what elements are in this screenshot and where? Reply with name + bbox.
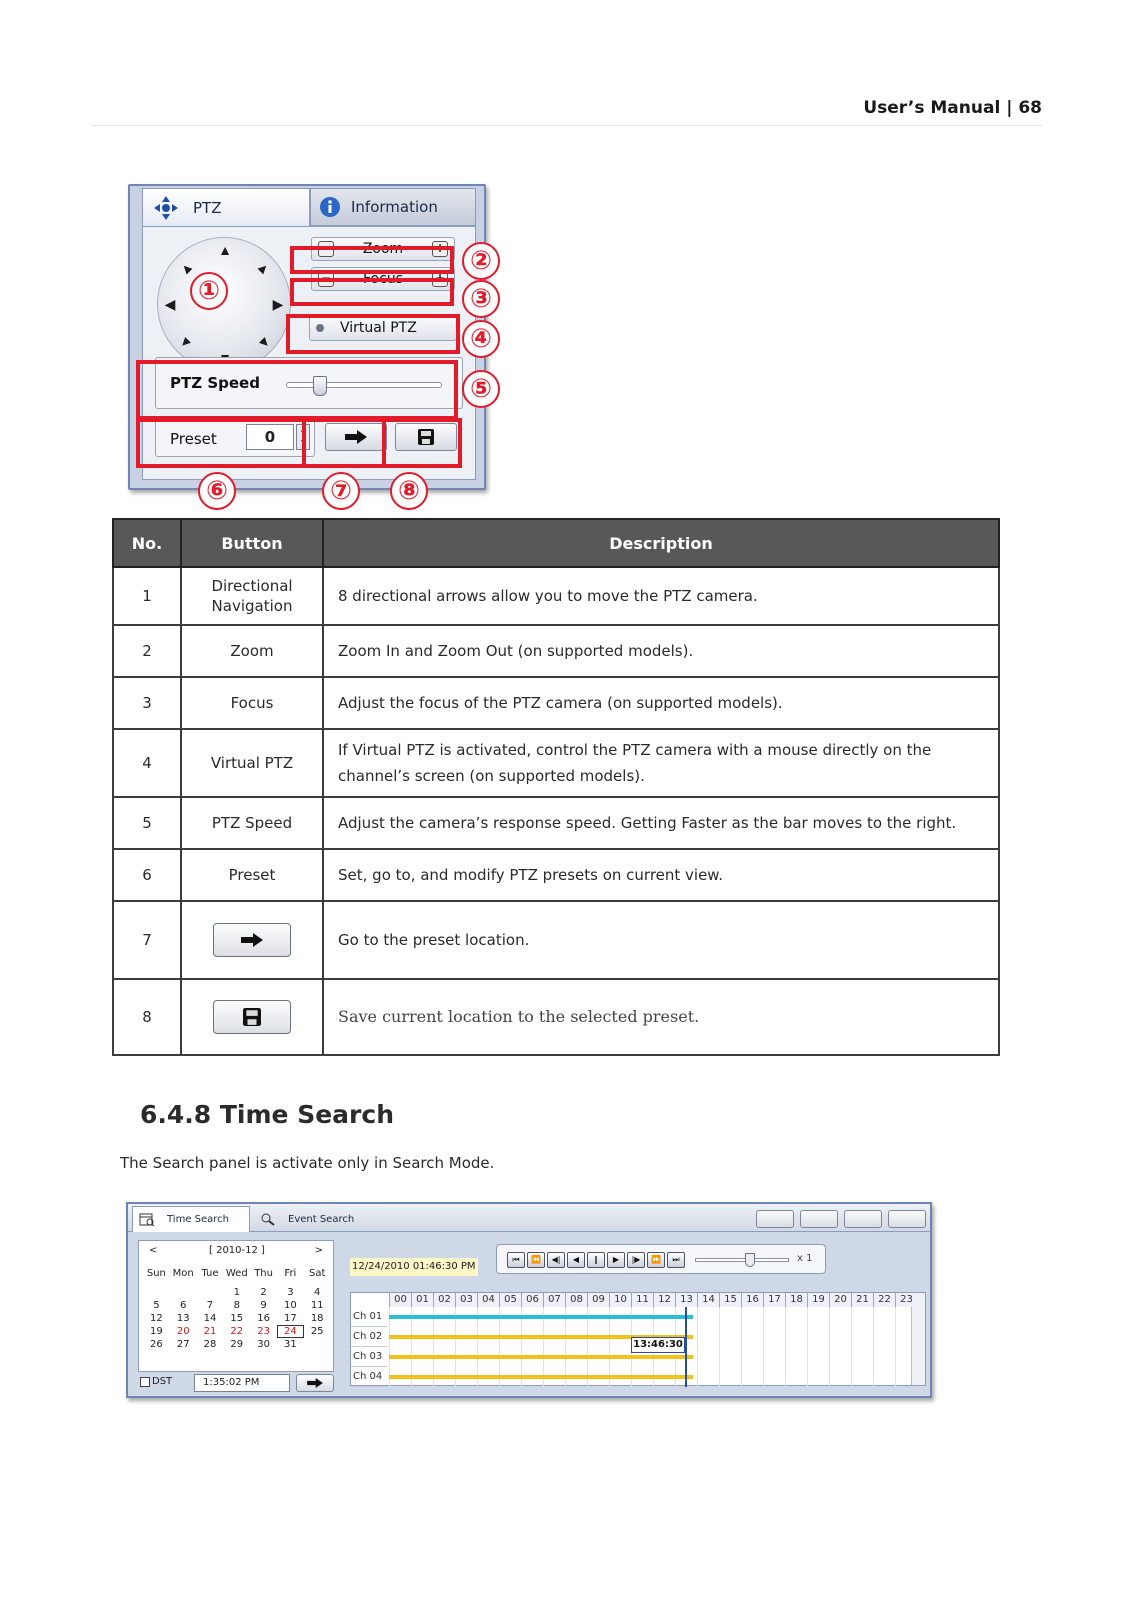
calendar-day[interactable]: 30 bbox=[257, 1339, 270, 1350]
arrow-left-icon[interactable]: ◀ bbox=[164, 296, 176, 312]
col-header-button: Button bbox=[181, 519, 323, 567]
timeline-hour-label: 13 bbox=[675, 1293, 697, 1307]
calendar-weekday: Tue bbox=[201, 1268, 219, 1279]
save-preset-button[interactable] bbox=[213, 1000, 291, 1034]
col-header-description: Description bbox=[323, 519, 999, 567]
dst-label: DST bbox=[152, 1376, 173, 1387]
timeline-hour-label: 12 bbox=[653, 1293, 675, 1307]
table-row bbox=[113, 677, 999, 729]
calendar-grid bbox=[143, 1267, 331, 1351]
section-heading: 6.4.8 Time Search bbox=[140, 1100, 394, 1129]
step-back-icon[interactable]: ◀| bbox=[547, 1252, 565, 1268]
arrow-up-icon[interactable]: ▲ bbox=[218, 242, 232, 258]
calendar-search-icon bbox=[139, 1213, 155, 1227]
arrow-down-right-icon[interactable]: ▼ bbox=[253, 331, 275, 353]
calendar-day bbox=[170, 1286, 197, 1299]
playback-speed-value: x 1 bbox=[797, 1253, 813, 1264]
fast-rewind-icon[interactable]: ⏪ bbox=[527, 1252, 545, 1268]
calendar-day[interactable]: 19 bbox=[150, 1326, 163, 1337]
timeline-gridline bbox=[719, 1307, 720, 1387]
timeline-hour-label: 21 bbox=[851, 1293, 873, 1307]
playback-speed-track[interactable] bbox=[695, 1258, 789, 1262]
timeline-gridline bbox=[741, 1307, 742, 1387]
callout-box-focus bbox=[290, 278, 454, 306]
time-go-button[interactable] bbox=[296, 1374, 334, 1392]
fast-forward-icon[interactable]: ⏩ bbox=[647, 1252, 665, 1268]
calendar-day[interactable]: 21 bbox=[203, 1326, 217, 1337]
timeline-channel-label: Ch 04 bbox=[351, 1367, 387, 1387]
calendar-day[interactable]: 17 bbox=[284, 1313, 297, 1324]
dst-checkbox-box[interactable] bbox=[140, 1377, 150, 1387]
calendar-weekday: Wed bbox=[225, 1268, 248, 1279]
zoom-out-button[interactable]: − bbox=[318, 241, 334, 257]
timeline-hour-label: 08 bbox=[565, 1293, 587, 1307]
ptz-panel-figure bbox=[128, 180, 496, 492]
calendar-weekday: Mon bbox=[172, 1268, 194, 1279]
calendar-day[interactable]: 3 bbox=[287, 1287, 294, 1298]
row-no: 6 bbox=[113, 849, 181, 901]
row-no: 4 bbox=[113, 729, 181, 797]
info-icon bbox=[319, 196, 341, 218]
callout-2: ② bbox=[462, 242, 500, 280]
section-paragraph: The Search panel is activate only in Search Mode. bbox=[120, 1154, 495, 1172]
current-datetime: 12/24/2010 01:46:30 PM bbox=[350, 1258, 478, 1276]
timeline-channel-label: Ch 01 bbox=[351, 1307, 387, 1327]
row-button: Focus bbox=[181, 677, 323, 729]
arrow-right-icon bbox=[240, 933, 264, 947]
callout-box-virtual-ptz bbox=[286, 314, 460, 354]
row-description: Go to the preset location. bbox=[323, 901, 999, 979]
timeline-hour-label: 20 bbox=[829, 1293, 851, 1307]
timeline-cursor-time: 13:46:30 bbox=[631, 1337, 685, 1353]
tab-information-label: Information bbox=[351, 198, 438, 216]
row-description bbox=[323, 729, 999, 797]
record-off-button[interactable] bbox=[800, 1210, 838, 1228]
table-row bbox=[113, 729, 999, 797]
callout-6: ⑥ bbox=[198, 472, 236, 510]
step-forward-icon[interactable]: |▶ bbox=[627, 1252, 645, 1268]
timeline-hour-label: 09 bbox=[587, 1293, 609, 1307]
timeline-gridline bbox=[873, 1307, 874, 1387]
preset-number-input[interactable]: 0 bbox=[246, 424, 294, 450]
tab-time-search-label: Time Search bbox=[167, 1214, 230, 1225]
zoom-in-button[interactable]: + bbox=[432, 241, 448, 257]
directional-pad[interactable] bbox=[157, 237, 291, 371]
preset-label: Preset bbox=[170, 430, 217, 448]
table-row bbox=[113, 979, 999, 1055]
calendar-day[interactable]: 7 bbox=[206, 1300, 214, 1311]
calendar-weekday: Sat bbox=[308, 1268, 326, 1279]
timeline-hour-label: 22 bbox=[873, 1293, 895, 1307]
row-button bbox=[181, 567, 323, 625]
row-button: Preset bbox=[181, 849, 323, 901]
timeline-cursor[interactable] bbox=[685, 1307, 687, 1387]
tab-event-search[interactable] bbox=[256, 1206, 376, 1232]
calendar-week bbox=[143, 1286, 331, 1299]
calendar-day[interactable]: 9 bbox=[260, 1300, 267, 1311]
arrow-right-icon[interactable]: ▶ bbox=[272, 296, 284, 312]
calendar-week bbox=[143, 1325, 331, 1338]
arrow-down-left-icon[interactable]: ▼ bbox=[175, 331, 197, 353]
tab-event-search-label: Event Search bbox=[288, 1213, 355, 1225]
calendar-prev-button[interactable]: < bbox=[149, 1245, 158, 1256]
timeline-hour-label: 06 bbox=[521, 1293, 543, 1307]
timeline-hour-label: 14 bbox=[697, 1293, 719, 1307]
calendar-weekday: Thu bbox=[254, 1268, 273, 1279]
calendar-day[interactable]: 6 bbox=[180, 1300, 187, 1311]
calendar-next-button[interactable]: > bbox=[314, 1245, 323, 1256]
row-description-line: If Virtual PTZ is activated, control the PTZ camera with a mouse directly on the bbox=[338, 741, 932, 759]
calendar-day[interactable]: 31 bbox=[284, 1339, 297, 1350]
timeline-hour-label: 03 bbox=[455, 1293, 477, 1307]
table-row bbox=[113, 797, 999, 849]
calendar-week bbox=[143, 1312, 331, 1325]
callout-1: ① bbox=[190, 272, 228, 310]
timeline-hour-label: 18 bbox=[785, 1293, 807, 1307]
ptz-move-icon bbox=[153, 195, 179, 221]
arrow-up-right-icon[interactable]: ▲ bbox=[253, 257, 275, 279]
callout-box-preset bbox=[136, 418, 306, 468]
playback-speed-thumb[interactable] bbox=[745, 1253, 755, 1267]
timeline-hour-label: 07 bbox=[543, 1293, 565, 1307]
callout-8: ⑧ bbox=[390, 472, 428, 510]
calendar-day[interactable]: 4 bbox=[313, 1287, 321, 1298]
callout-box-zoom bbox=[290, 246, 454, 274]
row-no: 8 bbox=[113, 979, 181, 1055]
page-header bbox=[92, 96, 1042, 126]
focus-in-button[interactable]: + bbox=[432, 271, 448, 287]
timeline-hour-label: 10 bbox=[609, 1293, 631, 1307]
focus-label: Focus bbox=[363, 271, 403, 287]
row-description: Adjust the focus of the PTZ camera (on supported models). bbox=[323, 677, 999, 729]
calendar-week bbox=[143, 1338, 331, 1351]
callout-box-save bbox=[382, 418, 462, 468]
play-reverse-icon[interactable]: ◀ bbox=[567, 1252, 585, 1268]
timeline-hour-label: 11 bbox=[631, 1293, 653, 1307]
row-no: 7 bbox=[113, 901, 181, 979]
timeline[interactable] bbox=[350, 1292, 926, 1386]
calendar-day[interactable]: 12 bbox=[150, 1313, 163, 1324]
tab-time-search[interactable] bbox=[132, 1206, 250, 1232]
time-input[interactable]: 1:35:02 PM bbox=[194, 1374, 290, 1392]
tab-ptz-label: PTZ bbox=[193, 198, 222, 217]
time-search-panel bbox=[126, 1202, 932, 1398]
play-icon[interactable]: ▶ bbox=[607, 1252, 625, 1268]
search-tabs bbox=[128, 1204, 930, 1232]
callout-7: ⑦ bbox=[322, 472, 360, 510]
table-row bbox=[113, 567, 999, 625]
calendar-weekday: Sun bbox=[146, 1268, 166, 1279]
calendar-day[interactable]: 25 bbox=[310, 1326, 324, 1337]
calendar-day[interactable]: 23 bbox=[257, 1326, 270, 1337]
callout-4: ④ bbox=[462, 320, 500, 358]
row-button: PTZ Speed bbox=[181, 797, 323, 849]
tab-ptz[interactable] bbox=[142, 188, 310, 226]
calendar-day[interactable]: 20 bbox=[176, 1326, 190, 1337]
table-row bbox=[113, 901, 999, 979]
callout-box-goto bbox=[302, 418, 386, 468]
timeline-hour-label: 16 bbox=[741, 1293, 763, 1307]
audio-button[interactable] bbox=[844, 1210, 882, 1228]
table-row bbox=[113, 625, 999, 677]
timeline-gridline bbox=[829, 1307, 830, 1387]
virtual-ptz-label: Virtual PTZ bbox=[340, 320, 417, 336]
calendar-day bbox=[304, 1338, 331, 1351]
calendar-day[interactable]: 15 bbox=[230, 1313, 244, 1324]
manual-page-title: User’s Manual | 68 bbox=[863, 98, 1042, 118]
playback-controls bbox=[496, 1244, 826, 1274]
timeline-record-bar[interactable] bbox=[389, 1355, 693, 1359]
row-description: Adjust the camera’s response speed. Getting Faster as the bar moves to the right. bbox=[323, 797, 999, 849]
row-description-line: channel’s screen (on supported models). bbox=[338, 767, 645, 785]
row-no: 3 bbox=[113, 677, 181, 729]
timeline-gridline bbox=[785, 1307, 786, 1387]
timeline-hour-label: 15 bbox=[719, 1293, 741, 1307]
focus-out-button[interactable]: − bbox=[318, 271, 334, 287]
calendar-day[interactable]: 11 bbox=[310, 1300, 324, 1311]
calendar-day[interactable]: 24 bbox=[277, 1325, 304, 1338]
ptz-button-table bbox=[112, 518, 1000, 1056]
timeline-gridline bbox=[697, 1307, 698, 1387]
arrow-up-left-icon[interactable]: ▲ bbox=[175, 257, 197, 279]
calendar-day[interactable]: 27 bbox=[176, 1339, 190, 1350]
calendar-day[interactable]: 10 bbox=[284, 1300, 297, 1311]
calendar-day[interactable]: 28 bbox=[203, 1339, 217, 1350]
timeline-gridline bbox=[851, 1307, 852, 1387]
arrow-right-icon bbox=[307, 1378, 323, 1388]
calendar-weekday: Fri bbox=[284, 1268, 297, 1279]
table-row bbox=[113, 849, 999, 901]
timeline-hour-label: 00 bbox=[389, 1293, 411, 1307]
calendar-day[interactable]: 18 bbox=[310, 1313, 324, 1324]
calendar-day[interactable]: 29 bbox=[230, 1339, 244, 1350]
calendar-day[interactable]: 5 bbox=[153, 1300, 160, 1311]
calendar bbox=[138, 1240, 334, 1372]
export-button[interactable] bbox=[888, 1210, 926, 1228]
dst-checkbox[interactable] bbox=[140, 1376, 172, 1387]
calendar-month: [ 2010-12 ] bbox=[209, 1245, 265, 1256]
timeline-hour-label: 04 bbox=[477, 1293, 499, 1307]
calendar-day bbox=[197, 1286, 224, 1299]
row-button bbox=[181, 979, 323, 1055]
row-button-line: Navigation bbox=[211, 597, 293, 615]
timeline-hour-label: 17 bbox=[763, 1293, 785, 1307]
ptz-speed-label: PTZ Speed bbox=[170, 374, 260, 392]
row-no: 1 bbox=[113, 567, 181, 625]
table-header-row bbox=[113, 519, 999, 567]
calendar-day[interactable]: 16 bbox=[257, 1313, 270, 1324]
callout-box-ptz-speed bbox=[136, 360, 458, 420]
timeline-gridline bbox=[807, 1307, 808, 1387]
skip-end-icon[interactable]: ⏭ bbox=[667, 1252, 685, 1268]
save-icon bbox=[243, 1008, 261, 1026]
row-no: 5 bbox=[113, 797, 181, 849]
zoom-label: Zoom bbox=[362, 241, 404, 257]
calendar-weekdays bbox=[143, 1267, 331, 1280]
preset-spinner[interactable]: ▲ ▼ bbox=[296, 424, 310, 450]
timeline-hour-label: 23 bbox=[895, 1293, 917, 1307]
row-button: Zoom bbox=[181, 625, 323, 677]
skip-start-icon[interactable]: ⏮ bbox=[507, 1252, 525, 1268]
goto-preset-button[interactable] bbox=[213, 923, 291, 957]
pause-icon[interactable]: ‖ bbox=[587, 1252, 605, 1268]
calendar-day[interactable]: 13 bbox=[176, 1313, 190, 1324]
timeline-record-bar[interactable] bbox=[389, 1375, 693, 1379]
callout-5: ⑤ bbox=[462, 370, 500, 408]
calendar-week bbox=[143, 1299, 331, 1312]
row-description: Zoom In and Zoom Out (on supported models). bbox=[323, 625, 999, 677]
timeline-hour-label: 05 bbox=[499, 1293, 521, 1307]
row-button: Virtual PTZ bbox=[181, 729, 323, 797]
calendar-day[interactable]: 22 bbox=[230, 1326, 244, 1337]
timeline-channel-label: Ch 02 bbox=[351, 1327, 387, 1347]
calendar-day[interactable]: 26 bbox=[150, 1339, 163, 1350]
tab-information[interactable] bbox=[310, 188, 476, 226]
calendar-day bbox=[143, 1286, 170, 1299]
row-button bbox=[181, 901, 323, 979]
timeline-record-bar[interactable] bbox=[389, 1315, 693, 1319]
row-button-line: Directional bbox=[211, 577, 293, 595]
event-search-icon bbox=[260, 1212, 276, 1226]
row-description: Set, go to, and modify PTZ presets on current view. bbox=[323, 849, 999, 901]
timeline-channel-label: Ch 03 bbox=[351, 1347, 387, 1367]
timeline-hour-label: 02 bbox=[433, 1293, 455, 1307]
timeline-gridline bbox=[895, 1307, 896, 1387]
calendar-day[interactable]: 2 bbox=[260, 1287, 267, 1298]
timeline-hour-label: 01 bbox=[411, 1293, 433, 1307]
row-description: 8 directional arrows allow you to move the PTZ camera. bbox=[323, 567, 999, 625]
col-header-no: No. bbox=[113, 519, 181, 567]
timeline-gridline bbox=[763, 1307, 764, 1387]
row-no: 2 bbox=[113, 625, 181, 677]
calendar-day[interactable]: 8 bbox=[233, 1300, 240, 1311]
calendar-day[interactable]: 14 bbox=[203, 1313, 217, 1324]
callout-3: ③ bbox=[462, 280, 500, 318]
calendar-day[interactable]: 1 bbox=[233, 1287, 240, 1298]
timeline-hour-label: 19 bbox=[807, 1293, 829, 1307]
alarm-button[interactable] bbox=[756, 1210, 794, 1228]
row-description: Save current location to the selected preset. bbox=[323, 979, 999, 1055]
calendar-header bbox=[139, 1243, 333, 1259]
